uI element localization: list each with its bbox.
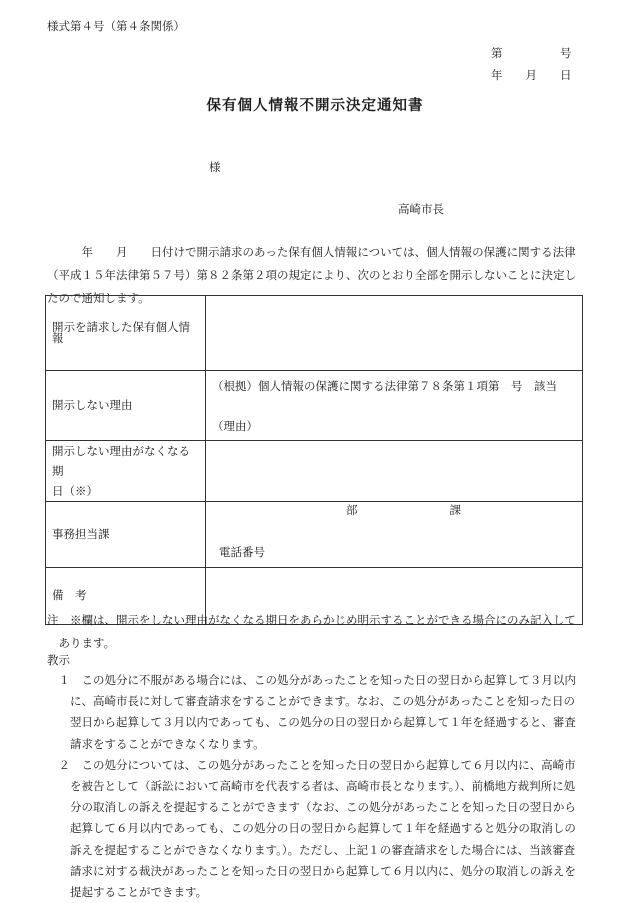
instruction-line: 翌日から起算して３月以内であっても、この処分の日の翌日から起算して１年を経過すると、審査 — [47, 715, 576, 730]
instruction-line: 分の取消しの訴えを提起することができます（なお、この処分があったことを知った日の翌日から — [47, 800, 576, 815]
instruction-heading: 教示 — [47, 653, 70, 667]
instruction-line: 起算して６月以内であっても、この処分の日の翌日から起算して１年を経過すると処分の取消しの — [47, 821, 576, 836]
instruction-line: 請求に対する裁決があったことを知った日の翌日から起算して６月以内に、処分の取消しの訴えを — [47, 863, 576, 878]
expiry-date-label-line: 日（※） — [52, 484, 98, 498]
decision-info-table — [45, 295, 583, 625]
table-row — [46, 371, 583, 441]
non-disclosure-reason-label: 開示しない理由 — [46, 371, 206, 441]
document-number-date — [491, 42, 572, 86]
contact-department-label: 事務担当課 — [46, 502, 206, 568]
reason-label: （理由） — [212, 418, 258, 433]
expiry-date-value — [206, 441, 583, 502]
expiry-date-label — [46, 441, 206, 502]
note — [47, 609, 592, 655]
notice-body-line: 年 月 日付けで開示請求のあった保有個人情報については、個人情報の保護に関する法律 — [47, 245, 576, 259]
instruction-line: 提起することができます。 — [47, 885, 208, 900]
instruction-line: に、高崎市長に対して審査請求をすることができます。なお、この処分があったことを知った日の — [47, 694, 575, 709]
instruction-line: １ この処分に不服がある場合には、この処分があったことを知った日の翌日から起算して３月以内 — [47, 673, 576, 687]
document-number-label: 第 号 — [491, 46, 572, 60]
table-row — [46, 502, 583, 568]
table-row — [46, 441, 583, 502]
requested-info-label: 開示を請求した保有個人情報 — [46, 296, 206, 371]
instruction-line: ２ この処分については、この処分があったことを知った日の翌日から起算して６月以内に、高崎市 — [47, 757, 576, 772]
addressee-suffix: 様 — [209, 160, 221, 174]
phone-number-label: 電話番号 — [219, 544, 265, 559]
instruction-line: 請求をすることができなくなります。 — [47, 736, 265, 751]
requested-info-value — [206, 296, 583, 371]
notice-body-line: （平成１５年法律第５７号）第８２条第２項の規定により、次のとおり全部を開示しないことに決定し — [47, 268, 576, 282]
issuer-name: 高崎市長 — [398, 202, 444, 216]
non-disclosure-reason-value — [206, 371, 583, 441]
notice-body-line: たので通知します。 — [47, 291, 150, 305]
expiry-date-label-line: 開示しない理由がなくなる期 — [52, 444, 190, 478]
contact-department-value — [206, 502, 583, 568]
note-line: あります。 — [47, 636, 116, 650]
date-label: 年 月 日 — [491, 68, 572, 82]
instruction-line: 訴えを提起することができなくなります。）。ただし、上記１の審査請求をした場合には、当該審査 — [47, 842, 576, 857]
form-id: 様式第４号（第４条関係） — [47, 19, 185, 33]
instruction-text — [47, 670, 592, 903]
note-line: 注 ※欄は、開示をしない理由がなくなる期日をあらかじめ明示することができる場合にのみ記入して — [47, 613, 576, 627]
department-line: 部 課 — [346, 503, 461, 517]
legal-basis: （根拠）個人情報の保護に関する法律第７８条第１項第 号 該当 — [212, 379, 557, 393]
table-row — [46, 296, 583, 371]
instruction-line: を被告として（訴訟において高崎市を代表する者は、高崎市長となります。）、前橋地方裁判所に処 — [47, 779, 576, 794]
document-title: 保有個人情報不開示決定通知書 — [206, 97, 424, 114]
remarks-label: 備 考 — [46, 568, 206, 625]
